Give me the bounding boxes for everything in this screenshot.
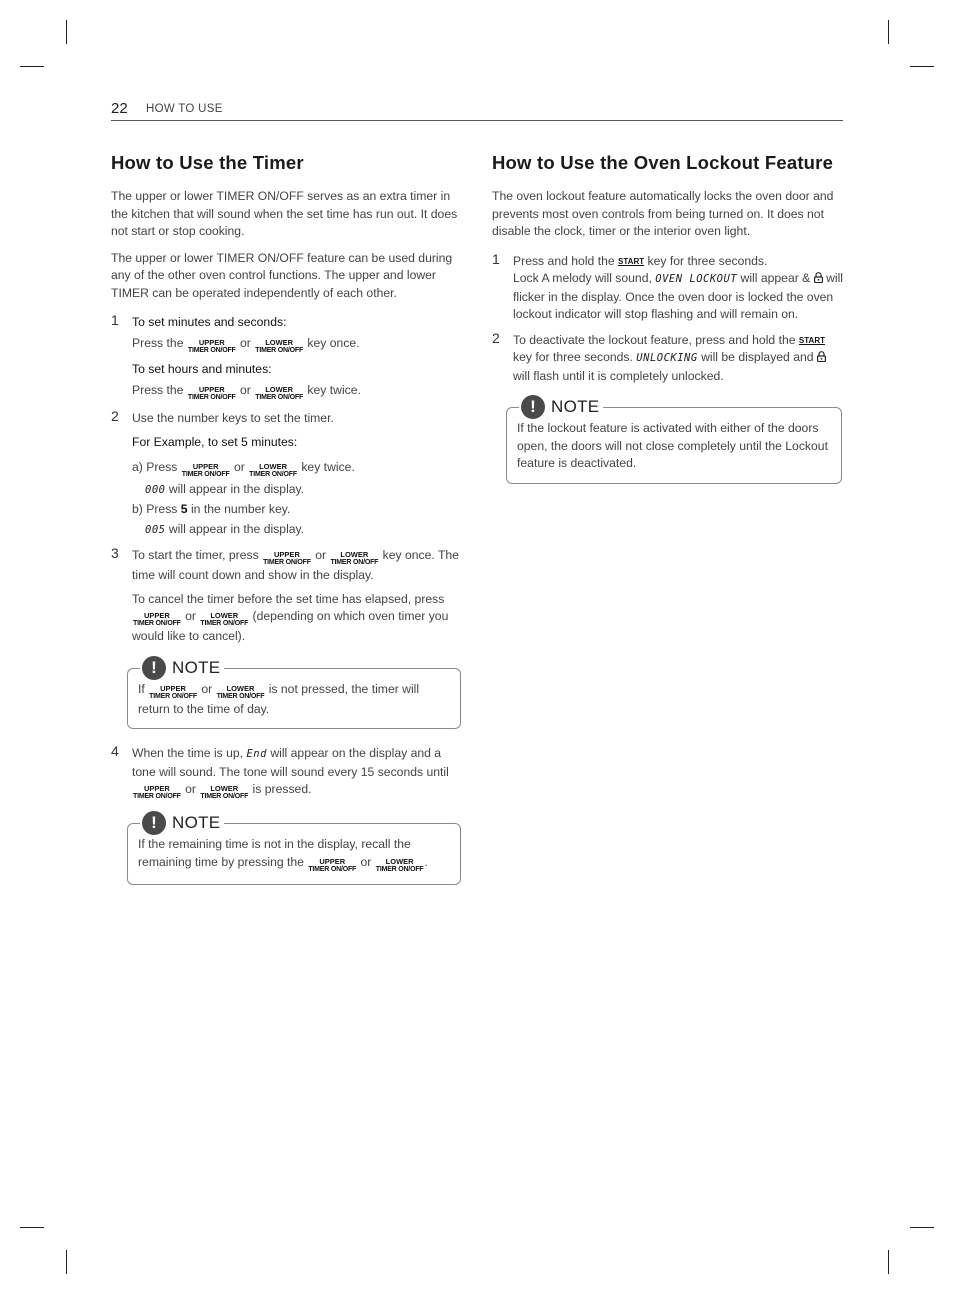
- text: key twice.: [301, 459, 355, 474]
- text: Press and hold the: [513, 253, 615, 268]
- step-text: [513, 332, 844, 386]
- text: If the remaining time is not in the display, recall the remaining time by pressing the: [138, 837, 411, 869]
- step-text: [132, 459, 463, 479]
- upper-timer-key-icon: UPPER TIMER ON/OFF: [187, 338, 236, 354]
- step-number: 2: [111, 408, 119, 424]
- crop-mark: [888, 1250, 889, 1274]
- text: or: [360, 854, 372, 869]
- text: When the time is up,: [132, 746, 244, 760]
- step-number: 2: [492, 329, 500, 346]
- text: in the number key.: [190, 502, 291, 516]
- lcd-readout: 000: [145, 483, 166, 496]
- timer-step-1: [111, 314, 463, 402]
- timer-step-4: [111, 745, 463, 801]
- lockout-section: [492, 152, 844, 500]
- step-text: [132, 521, 463, 540]
- lower-timer-key-icon: LOWER TIMER ON/OFF: [255, 338, 304, 354]
- lockout-intro: The oven lockout feature automatically locks the oven door and prevents most oven controls from being turned on. It does not disable the clock, timer or the interior oven light.: [492, 189, 834, 238]
- step-text: [132, 501, 463, 519]
- upper-timer-key-icon: UPPER TIMER ON/OFF: [187, 385, 236, 401]
- text: or: [240, 383, 251, 397]
- step-text: [132, 382, 463, 402]
- lower-timer-key-icon: LOWER TIMER ON/OFF: [255, 385, 304, 401]
- crop-mark: [888, 20, 889, 44]
- timer-title: How to Use the Timer: [111, 152, 304, 173]
- start-key-icon: START: [618, 256, 645, 266]
- lock-icon: [817, 351, 826, 362]
- start-key-icon: START: [798, 335, 825, 345]
- crop-mark: [66, 20, 67, 44]
- lower-timer-key-icon: LOWER TIMER ON/OFF: [200, 784, 249, 800]
- note-label: NOTE: [172, 813, 221, 832]
- text: key for three seconds.: [513, 350, 633, 364]
- lower-timer-key-icon: LOWER TIMER ON/OFF: [375, 856, 424, 873]
- section-name: HOW TO USE: [146, 103, 223, 115]
- step-number: 1: [492, 250, 500, 267]
- sub-heading: For Example, to set 5 minutes:: [132, 434, 298, 449]
- note-box: [127, 813, 461, 885]
- note-label: NOTE: [551, 397, 600, 416]
- upper-timer-key-icon: UPPER TIMER ON/OFF: [133, 611, 181, 627]
- step-text: [132, 591, 463, 646]
- text: To deactivate the lockout feature, press and hold the: [513, 332, 796, 347]
- text: is pressed.: [252, 782, 312, 796]
- lcd-readout: UNLOCKING: [636, 352, 698, 364]
- lock-icon: [814, 272, 823, 283]
- step-text: [513, 253, 844, 271]
- sub-heading: To set hours and minutes:: [132, 362, 272, 376]
- lower-timer-key-icon: LOWER TIMER ON/OFF: [249, 461, 297, 478]
- text: If: [138, 681, 145, 696]
- text: key once. The time will count down and show in the display.: [132, 548, 459, 582]
- exclamation-icon: !: [142, 656, 166, 680]
- text: or: [185, 782, 196, 796]
- text: will flicker in the display. Once the oven door is locked the oven lockout indicator will stop flashing and will remain on.: [513, 271, 844, 321]
- crop-mark: [910, 1227, 934, 1228]
- text: a) Press: [132, 459, 178, 474]
- text: is not pressed, the timer will return to the time of day.: [138, 681, 420, 716]
- note-text: [138, 681, 450, 719]
- lcd-readout: 005: [145, 523, 166, 536]
- text: .: [424, 854, 428, 869]
- text: will appear in the display.: [168, 481, 305, 496]
- text: key twice.: [307, 383, 361, 397]
- timer-intro-1: The upper or lower TIMER ON/OFF serves as an extra timer in the kitchen that will sound when the set time has run out. It does not start or stop cooking.: [111, 189, 458, 238]
- step-text: [132, 547, 463, 585]
- text: Lock A melody will sound,: [513, 271, 652, 285]
- upper-timer-key-icon: UPPER TIMER ON/OFF: [181, 461, 230, 478]
- step-text: [132, 481, 463, 500]
- text: or: [233, 459, 245, 474]
- text: will appear &: [740, 271, 811, 285]
- lower-timer-key-icon: LOWER TIMER ON/OFF: [330, 550, 379, 566]
- exclamation-icon: !: [142, 811, 166, 835]
- lockout-title: How to Use the Oven Lockout Feature: [492, 152, 834, 173]
- text: will flash until it is completely unlocked.: [513, 368, 724, 383]
- note-label: NOTE: [172, 657, 221, 677]
- upper-timer-key-icon: UPPER TIMER ON/OFF: [308, 856, 357, 873]
- step-text: Use the number keys to set the timer.: [132, 411, 334, 425]
- text: To cancel the timer before the set time has elapsed, press: [132, 591, 445, 606]
- sub-heading: To set minutes and seconds:: [132, 315, 287, 329]
- number-key: 5: [180, 502, 188, 516]
- lower-timer-key-icon: LOWER TIMER ON/OFF: [216, 683, 265, 700]
- upper-timer-key-icon: UPPER TIMER ON/OFF: [149, 683, 197, 700]
- step-text: [513, 270, 844, 324]
- timer-step-2: [111, 410, 463, 539]
- lcd-readout: End: [246, 748, 267, 760]
- crop-mark: [20, 1227, 44, 1228]
- page-header: [111, 100, 843, 121]
- text: or: [201, 681, 213, 696]
- step-text: [132, 745, 463, 801]
- note-header: [140, 811, 224, 835]
- note-text: [138, 836, 450, 874]
- lockout-step-1: [492, 250, 844, 324]
- text: will appear in the display.: [168, 521, 305, 536]
- text: or: [315, 548, 327, 562]
- note-header: [140, 656, 224, 680]
- step-number: 4: [111, 743, 119, 759]
- crop-mark: [910, 66, 934, 67]
- page-number: 22: [111, 100, 128, 117]
- text: b) Press: [132, 502, 178, 516]
- note-box: [506, 397, 842, 484]
- upper-timer-key-icon: UPPER TIMER ON/OFF: [133, 784, 181, 800]
- step-number: 3: [111, 545, 119, 561]
- text: key once.: [307, 336, 360, 350]
- text: key for three seconds.: [647, 253, 768, 268]
- lcd-readout: OVEN LOCKOUT: [655, 273, 738, 285]
- text: (depending on which oven timer you would like to cancel).: [132, 609, 449, 643]
- crop-mark: [20, 66, 44, 67]
- note-box: [127, 657, 461, 730]
- timer-section: [111, 152, 463, 901]
- note-text: If the lockout feature is activated with either of the doors open, the doors will not close completely until the Lockout feature is deactivated.: [517, 421, 828, 470]
- step-number: 1: [111, 312, 119, 328]
- upper-timer-key-icon: UPPER TIMER ON/OFF: [263, 550, 311, 566]
- exclamation-icon: !: [521, 395, 545, 419]
- text: Press the: [132, 336, 184, 350]
- text: To start the timer, press: [132, 548, 259, 562]
- note-header: [519, 395, 603, 419]
- text: or: [185, 609, 196, 623]
- crop-mark: [66, 1250, 67, 1274]
- timer-step-3: [111, 547, 463, 646]
- text: Press the: [132, 383, 184, 397]
- text: will appear on the display and a tone will sound. The tone will sound every 15 seconds until: [132, 746, 449, 779]
- text: or: [240, 336, 251, 350]
- text: will be displayed and: [701, 350, 814, 364]
- step-text: [132, 335, 463, 355]
- lower-timer-key-icon: LOWER TIMER ON/OFF: [200, 611, 249, 627]
- lockout-step-2: [492, 329, 844, 386]
- timer-intro-2: The upper or lower TIMER ON/OFF feature can be used during any of the other oven control functions. The upper and lower TIMER can be operated independently of each other.: [111, 250, 453, 300]
